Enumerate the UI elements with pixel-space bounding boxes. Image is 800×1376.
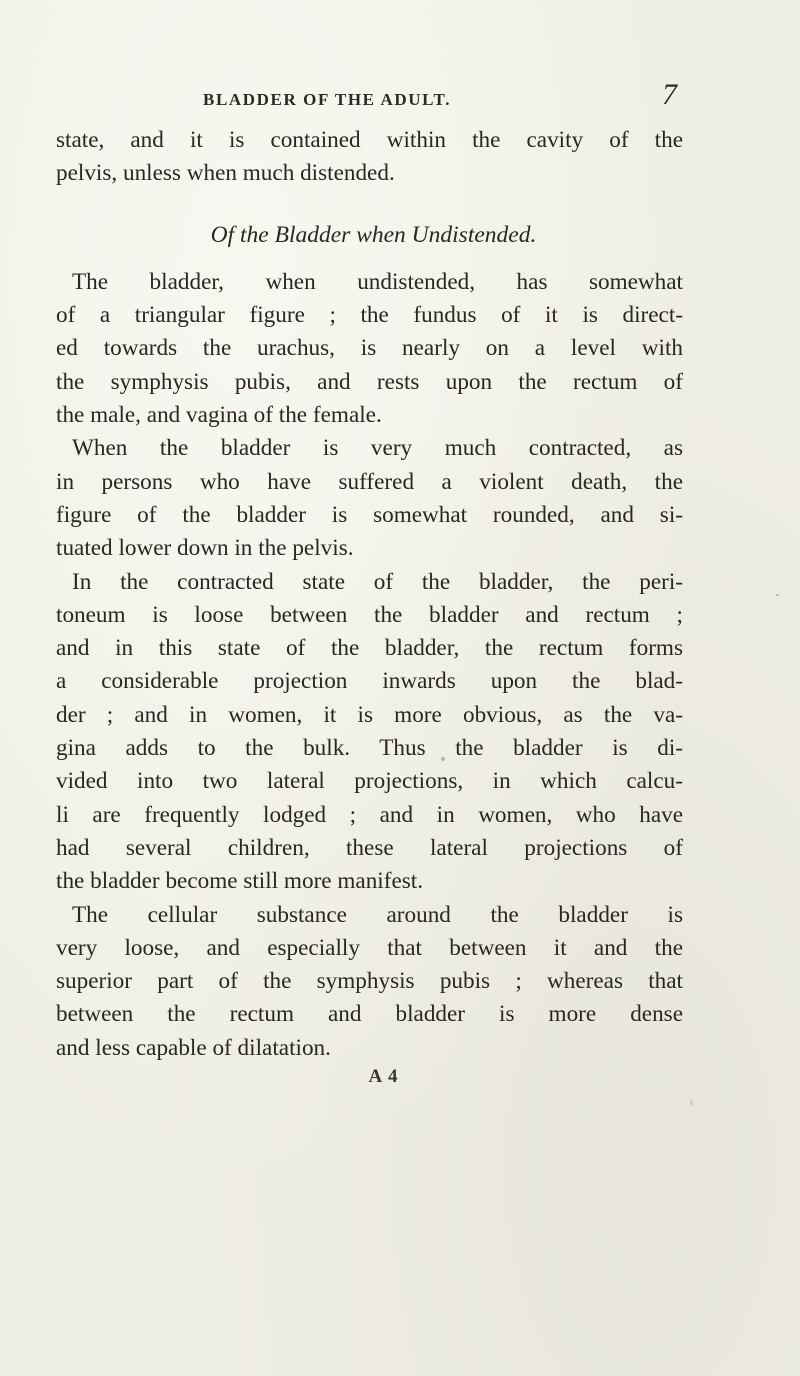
text-line: der ; and in women, it is more obvious, as the va- (56, 701, 683, 728)
running-title: BLADDER OF THE ADULT. (203, 90, 452, 109)
paper-speck (441, 757, 445, 761)
text-line: The cellular substance around the bladder is (72, 901, 683, 928)
text-line: had several children, these lateral projections of (56, 834, 683, 861)
paper-speck (690, 1100, 693, 1106)
text-line: figure of the bladder is somewhat rounded, and si- (56, 501, 683, 528)
text-line: The bladder, when undistended, has somewhat (72, 268, 683, 295)
text-line: the symphysis pubis, and rests upon the rectum of (56, 368, 683, 395)
text-line: state, and it is contained within the cavity of the (56, 127, 683, 153)
text-line: superior part of the symphysis pubis ; whereas that (56, 968, 683, 995)
text-line: between the rectum and bladder is more dense (56, 1001, 683, 1028)
text-line: tuated lower down in the pelvis. (56, 535, 354, 562)
section-heading: Of the Bladder when Undistended. (210, 221, 537, 248)
text-line: a considerable projection inwards upon the blad- (56, 668, 683, 695)
running-head (0, 78, 800, 114)
paragraph-contracted (56, 432, 683, 565)
text-line: of a triangular figure ; the fundus of it is direct- (56, 302, 683, 329)
text-line: very loose, and especially that between it and the (56, 934, 683, 961)
text-line: the bladder become still more manifest. (56, 868, 424, 895)
paragraph-peritoneum (56, 566, 683, 899)
page-number: 7 (662, 78, 677, 111)
text-line: When the bladder is very much contracted, as (72, 435, 683, 462)
paragraph-cellular-substance (56, 899, 683, 1065)
text-line: toneum is loose between the bladder and rectum ; (56, 601, 683, 628)
text-line: the male, and vagina of the female. (56, 402, 382, 429)
text-line: In the contracted state of the bladder, the peri- (72, 568, 683, 595)
text-line: ed towards the urachus, is nearly on a level with (56, 335, 683, 362)
text-line: vided into two lateral projections, in which calcu- (56, 768, 683, 795)
text-line: li are frequently lodged ; and in women, who have (56, 801, 683, 828)
text-line: and less capable of dilatation. (56, 1034, 331, 1061)
body-text (56, 124, 683, 1089)
paper-speck (776, 594, 779, 596)
paragraph-intro (56, 124, 683, 191)
text-line: pelvis, unless when much distended. (56, 160, 395, 187)
text-line: gina adds to the bulk. Thus the bladder is di- (56, 735, 683, 762)
signature-mark: A 4 (368, 1066, 399, 1088)
paragraph-undistended (56, 266, 683, 432)
text-line: in persons who have suffered a violent death, the (56, 468, 683, 495)
text-line: and in this state of the bladder, the rectum forms (56, 635, 683, 662)
